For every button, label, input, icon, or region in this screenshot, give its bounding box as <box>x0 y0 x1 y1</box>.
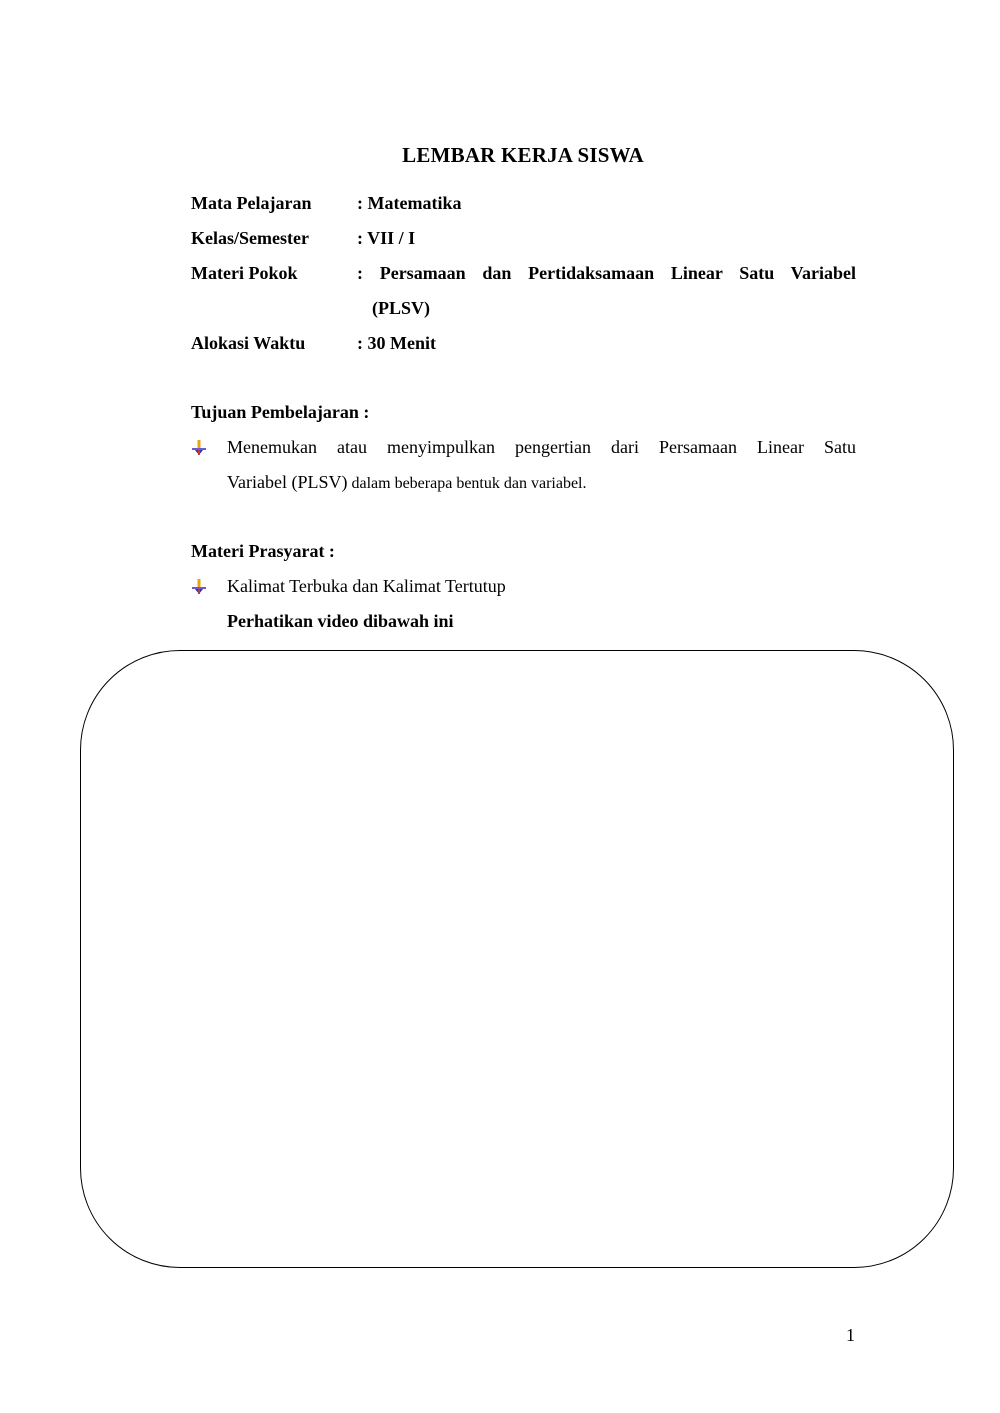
time-value: : 30 Menit <box>357 333 436 353</box>
page-title: LEMBAR KERJA SISWA <box>402 143 644 167</box>
objective-item-small-text: dalam beberapa bentuk dan variabel. <box>347 475 587 492</box>
topic-value: : Persamaan dan Pertidaksamaan Linear Satu Variabel <box>357 263 856 283</box>
prerequisite-item: Kalimat Terbuka dan Kalimat Tertutup <box>227 576 506 596</box>
topic-value-continued: (PLSV) <box>372 298 430 318</box>
subject-value: : Matematika <box>357 193 462 213</box>
time-label: Alokasi Waktu <box>191 333 306 353</box>
subject-label: Mata Pelajaran <box>191 193 312 213</box>
objective-item-line2 <box>227 472 586 493</box>
page-number: 1 <box>846 1325 855 1345</box>
arrow-down-bullet-icon <box>191 579 207 595</box>
class-label: Kelas/Semester <box>191 228 309 248</box>
objective-item-main-text: Variabel (PLSV) <box>227 472 348 492</box>
video-frame[interactable] <box>80 650 954 1268</box>
arrow-down-bullet-icon <box>191 440 207 456</box>
video-instruction: Perhatikan video dibawah ini <box>227 611 454 631</box>
topic-label: Materi Pokok <box>191 263 298 283</box>
class-value: : VII / I <box>357 228 416 248</box>
objective-item-line1: Menemukan atau menyimpulkan pengertian dari Persamaan Linear Satu <box>227 437 856 457</box>
prerequisites-heading: Materi Prasyarat : <box>191 541 335 561</box>
objectives-heading: Tujuan Pembelajaran : <box>191 402 370 422</box>
